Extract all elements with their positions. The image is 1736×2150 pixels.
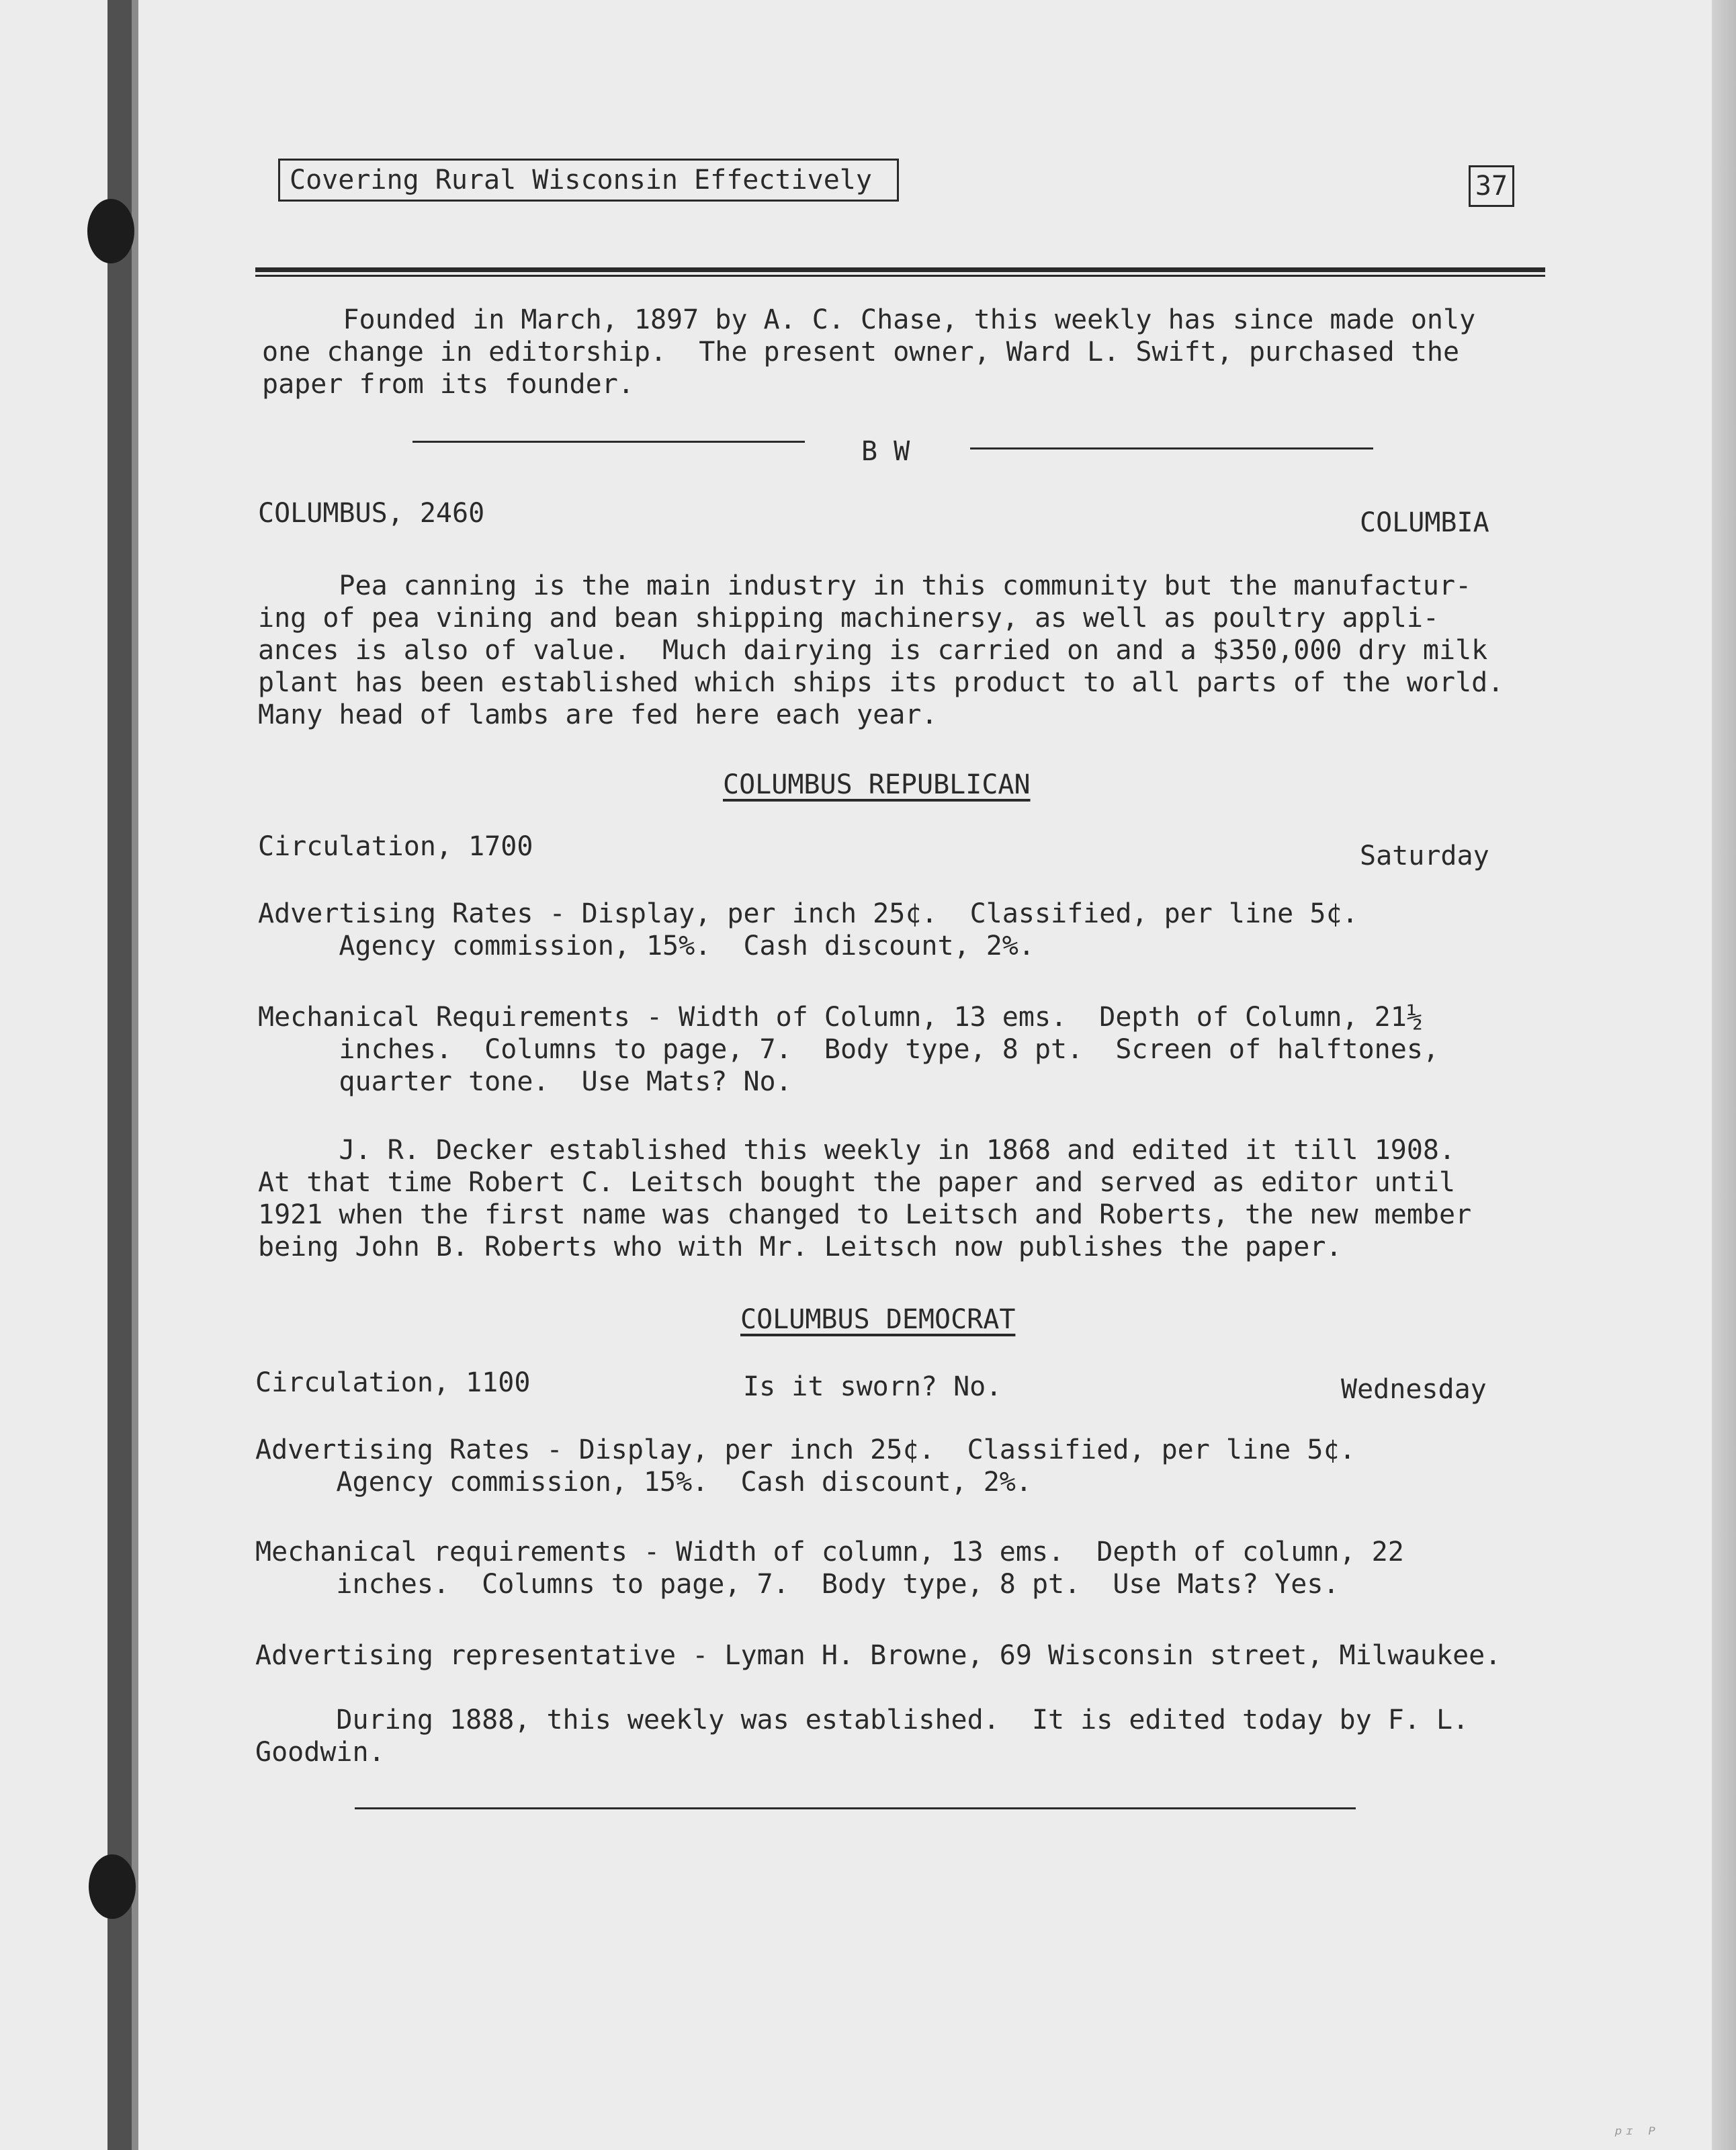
separator-rule-right bbox=[970, 447, 1373, 449]
town-desc-line-2: ing of pea vining and bean shipping machinersy, as well as poultry appli- bbox=[258, 603, 1439, 634]
separator-rule-left bbox=[413, 441, 805, 443]
democrat-history-line-1: During 1888, this weekly was established. It is edited today by F. L. bbox=[255, 1705, 1469, 1735]
header-rule bbox=[255, 267, 1545, 277]
binder-spine bbox=[107, 0, 132, 2150]
democrat-history-line-2: Goodwin. bbox=[255, 1737, 385, 1768]
democrat-mechanical-line-1: Mechanical requirements - Width of column, 13 ems. Depth of column, 22 bbox=[255, 1537, 1404, 1567]
running-header: Covering Rural Wisconsin Effectively bbox=[278, 159, 899, 202]
corner-pencil-mark: ᵖᶦ ᴾ bbox=[1612, 2123, 1658, 2145]
democrat-sworn: Is it sworn? No. bbox=[743, 1371, 1002, 1402]
town-desc-line-4: plant has been established which ships its product to all parts of the world. bbox=[258, 667, 1504, 698]
democrat-representative: Advertising representative - Lyman H. Browne, 69 Wisconsin street, Milwaukee. bbox=[255, 1640, 1502, 1671]
republican-history-line-2: At that time Robert C. Leitsch bought the paper and served as editor until bbox=[258, 1167, 1456, 1198]
intro-line-2: one change in editorship. The present owner, Ward L. Swift, purchased the bbox=[262, 337, 1460, 368]
republican-mechanical-line-1: Mechanical Requirements - Width of Column, 13 ems. Depth of Column, 21½ bbox=[258, 1002, 1423, 1033]
binder-ring-bottom bbox=[89, 1854, 136, 1919]
county-name: COLUMBIA bbox=[1360, 507, 1489, 538]
democrat-title: COLUMBUS DEMOCRAT bbox=[740, 1304, 1016, 1335]
town-desc-line-3: ances is also of value. Much dairying is carried on and a $350,000 dry milk bbox=[258, 635, 1488, 666]
separator-label: B W bbox=[861, 436, 910, 467]
closing-rule bbox=[355, 1807, 1356, 1809]
republican-title: COLUMBUS REPUBLICAN bbox=[723, 769, 1031, 800]
republican-day: Saturday bbox=[1360, 841, 1489, 871]
republican-advertising-line-2: Agency commission, 15%. Cash discount, 2%. bbox=[258, 931, 1035, 961]
page-number: 37 bbox=[1469, 165, 1514, 207]
democrat-mechanical-line-2: inches. Columns to page, 7. Body type, 8 pt. Use Mats? Yes. bbox=[255, 1569, 1340, 1600]
republican-mechanical-line-2: inches. Columns to page, 7. Body type, 8 pt. Screen of halftones, bbox=[258, 1034, 1439, 1065]
democrat-day: Wednesday bbox=[1341, 1374, 1487, 1405]
republican-history-line-4: being John B. Roberts who with Mr. Leitsch now publishes the paper. bbox=[258, 1232, 1342, 1262]
democrat-advertising-line-1: Advertising Rates - Display, per inch 25¢. Classified, per line 5¢. bbox=[255, 1434, 1356, 1465]
page-right-edge bbox=[1712, 0, 1736, 2150]
republican-history-line-3: 1921 when the first name was changed to Leitsch and Roberts, the new member bbox=[258, 1199, 1472, 1230]
intro-line-1: Founded in March, 1897 by A. C. Chase, this weekly has since made only bbox=[262, 304, 1476, 335]
town-desc-line-5: Many head of lambs are fed here each year. bbox=[258, 699, 938, 730]
intro-line-3: paper from its founder. bbox=[262, 369, 634, 400]
republican-circulation: Circulation, 1700 bbox=[258, 831, 533, 862]
republican-mechanical-line-3: quarter tone. Use Mats? No. bbox=[258, 1066, 792, 1097]
republican-history-line-1: J. R. Decker established this weekly in 1868 and edited it till 1908. bbox=[258, 1135, 1456, 1166]
republican-advertising-line-1: Advertising Rates - Display, per inch 25¢. Classified, per line 5¢. bbox=[258, 898, 1358, 929]
binder-spine-edge bbox=[132, 0, 138, 2150]
town-name: COLUMBUS, 2460 bbox=[258, 498, 485, 529]
democrat-advertising-line-2: Agency commission, 15%. Cash discount, 2%. bbox=[255, 1467, 1032, 1498]
democrat-circulation: Circulation, 1100 bbox=[255, 1367, 531, 1398]
town-desc-line-1: Pea canning is the main industry in this community but the manufactur- bbox=[258, 570, 1472, 601]
binder-ring-top bbox=[87, 199, 134, 263]
